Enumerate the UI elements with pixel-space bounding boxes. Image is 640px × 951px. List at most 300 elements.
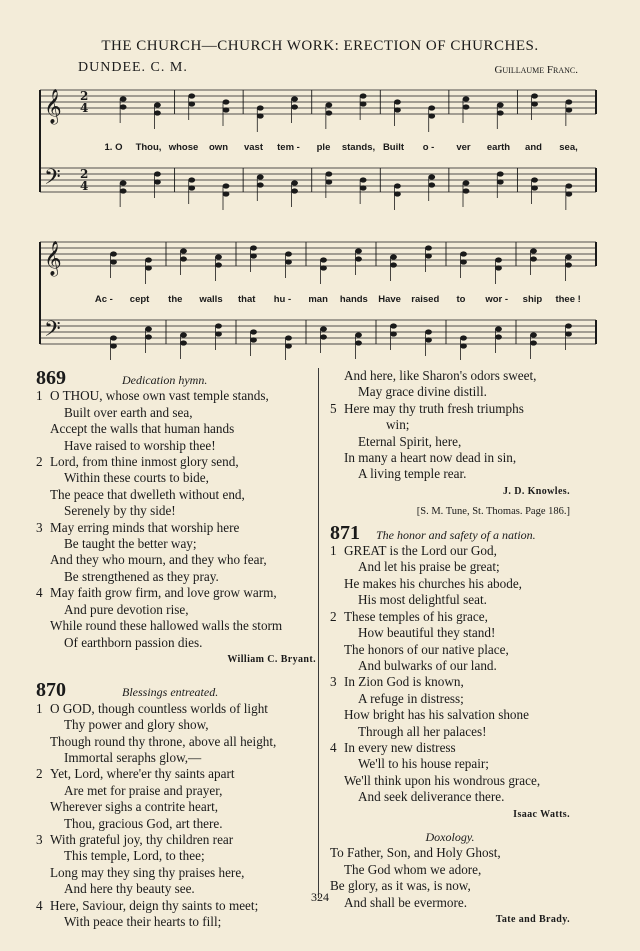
verse-text: win; (386, 417, 410, 433)
verse-line (36, 750, 316, 766)
note-head (355, 332, 362, 337)
verse-text: Be taught the better way; (64, 536, 197, 552)
lyric-syllable: ship (522, 294, 543, 305)
note-head (428, 105, 435, 110)
verse-line (330, 773, 570, 789)
verse-text: In every new distress (344, 739, 456, 755)
verse-text: Accept the walls that human hands (50, 421, 235, 437)
verse-text: And let his praise be great; (358, 559, 500, 575)
lyrics-system-1 (105, 142, 578, 153)
verse-line (330, 576, 570, 592)
note-head (531, 93, 538, 98)
verse-line (36, 701, 316, 717)
verse-number: 4 (36, 897, 43, 913)
note-head (360, 185, 367, 190)
hymn-author: William C. Bryant. (227, 653, 316, 665)
verse-line (36, 717, 316, 733)
note-head (154, 171, 161, 176)
note-head (285, 343, 292, 348)
verse-text: With grateful joy, thy children rear (50, 831, 234, 847)
verse-line (330, 592, 570, 608)
verse-line (36, 552, 316, 568)
note-head (428, 182, 435, 187)
verse-text: The honors of our native place, (344, 641, 509, 657)
note-head (565, 254, 572, 259)
lyric-syllable: that (238, 294, 256, 305)
verse-text: Built over earth and sea, (64, 404, 193, 420)
note-head (180, 340, 187, 345)
hymn-number: 869 (36, 367, 66, 389)
note-head (530, 340, 537, 345)
hymn-871-text (330, 543, 570, 806)
time-signature-digit: 4 (80, 101, 89, 115)
time-signature-digit: 2 (80, 89, 89, 103)
hymn-871-heading (330, 523, 570, 543)
verse-text: And here, like Sharon's odors sweet, (344, 368, 537, 383)
verse-text: May erring minds that worship here (50, 519, 240, 535)
verse-line (36, 914, 316, 930)
verse-number: 1 (36, 388, 43, 404)
verse-number: 2 (36, 766, 43, 782)
verse-number: 4 (330, 739, 337, 755)
verse-line (330, 642, 570, 658)
lyric-syllable: the (168, 294, 183, 305)
note-head (565, 99, 572, 104)
verse-line (36, 520, 316, 536)
note-head (320, 257, 327, 262)
note-head (291, 96, 298, 101)
hymn-author: J. D. Knowles. (503, 485, 570, 497)
hymn-subtitle: Dedication hymn. (122, 373, 208, 387)
note-head (145, 334, 152, 339)
tune-reference: [S. M. Tune, St. Thomas. Page 186.] (416, 506, 570, 518)
verse-text: In Zion God is known, (344, 674, 464, 690)
note-head (497, 102, 504, 107)
note-head (355, 248, 362, 253)
verse-text: How beautiful they stand! (358, 625, 496, 641)
verse-text: And they who mourn, and they who fear, (50, 552, 267, 568)
note-head (425, 245, 432, 250)
verse-line (330, 368, 570, 384)
lyric-syllable: 1. O (104, 142, 123, 153)
lyric-syllable: wor - (485, 294, 509, 305)
verse-text: Are met for praise and prayer, (64, 782, 223, 798)
lyric-syllable: Have (378, 294, 401, 305)
note-head (325, 171, 332, 176)
lyric-syllable: and (525, 142, 542, 153)
note-head (250, 329, 257, 334)
note-head (325, 179, 332, 184)
verse-line (36, 536, 316, 552)
hymn-author: Isaac Watts. (513, 808, 570, 820)
note-head (188, 185, 195, 190)
lyric-syllable: o - (422, 142, 435, 153)
verse-line (36, 848, 316, 864)
note-head (120, 180, 127, 185)
note-head (390, 262, 397, 267)
verse-number: 1 (330, 543, 337, 559)
note-head (291, 188, 298, 193)
note-head (145, 257, 152, 262)
verse-line (330, 740, 570, 756)
note-head (215, 254, 222, 259)
verse-text: How bright has his salvation shone (344, 707, 529, 723)
verse-line (330, 466, 570, 482)
bass-clef-icon: 𝄢 (44, 165, 61, 195)
verse-text: These temples of his grace, (344, 608, 488, 624)
verse-number: 3 (330, 674, 337, 690)
hymn-number: 870 (36, 679, 66, 702)
note-head (565, 183, 572, 188)
lyric-syllable: whose (168, 142, 199, 153)
verse-text: Have raised to worship thee! (64, 437, 216, 453)
verse-text: Thy power and glory show, (64, 717, 209, 733)
note-head (428, 174, 435, 179)
verse-line (36, 832, 316, 848)
verse-text: Serenely by thy side! (64, 503, 176, 519)
verse-text: With peace their hearts to fill; (64, 914, 222, 929)
note-head (360, 93, 367, 98)
note-head (110, 343, 117, 348)
verse-line (36, 783, 316, 799)
lyric-syllable: sea, (559, 142, 578, 153)
lyric-syllable: walls (199, 294, 223, 305)
time-signature-digit: 4 (80, 179, 89, 193)
verse-line (330, 691, 570, 707)
note-head (497, 171, 504, 176)
note-head (257, 113, 264, 118)
note-head (145, 265, 152, 270)
note-head (565, 107, 572, 112)
note-head (463, 188, 470, 193)
note-head (285, 335, 292, 340)
note-head (257, 182, 264, 187)
note-head (565, 262, 572, 267)
verse-text: Within these courts to bide, (64, 470, 209, 486)
verse-line (36, 816, 316, 832)
verse-text: O THOU, whose own vast temple stands, (50, 388, 269, 404)
hymn-subtitle: The honor and safety of a nation. (376, 527, 536, 542)
note-head (250, 253, 257, 258)
verse-text: Eternal Spirit, here, (358, 433, 462, 449)
note-head (180, 256, 187, 261)
doxology-author: Tate and Brady. (495, 914, 570, 925)
staff-lines (40, 90, 596, 344)
verse-line (36, 454, 316, 470)
clefs (44, 89, 88, 347)
note-head (188, 93, 195, 98)
note-head (215, 323, 222, 328)
note-head (428, 113, 435, 118)
verse-line (330, 674, 570, 690)
verse-line (330, 434, 570, 450)
verse-line (36, 569, 316, 585)
note-head (495, 265, 502, 270)
note-heads (110, 90, 596, 360)
lyric-syllable: hu - (273, 294, 292, 305)
verse-line (330, 450, 570, 466)
verse-line (330, 609, 570, 625)
verse-text: Of earthborn passion dies. (64, 634, 203, 650)
verse-line (36, 602, 316, 618)
lyric-syllable: tem - (277, 142, 300, 153)
note-head (463, 104, 470, 109)
doxology-line: The God whom we adore, (344, 861, 482, 877)
lyric-syllable: ver (456, 142, 471, 153)
note-head (497, 110, 504, 115)
verse-text: We'll think upon his wondrous grace, (344, 772, 541, 788)
verse-line (330, 658, 570, 674)
note-head (120, 188, 127, 193)
note-head (390, 323, 397, 328)
verse-line (36, 766, 316, 782)
treble-clef-icon: 𝄞 (44, 241, 62, 276)
verse-text: Yet, Lord, where'er thy saints apart (50, 766, 235, 782)
verse-text: Here, Saviour, deign thy saints to meet; (50, 897, 259, 913)
verse-line (330, 789, 570, 805)
verse-number: 1 (36, 700, 43, 716)
note-head (425, 329, 432, 334)
verse-text: A living temple rear. (358, 466, 467, 482)
lyric-syllable: thee ! (555, 294, 581, 305)
verse-line (36, 421, 316, 437)
note-head (460, 343, 467, 348)
column-divider (318, 368, 319, 898)
verse-line (36, 635, 316, 651)
verse-line (36, 487, 316, 503)
verse-text: And pure devotion rise, (64, 601, 189, 617)
note-head (394, 107, 401, 112)
note-head (390, 331, 397, 336)
verse-text: O GOD, though countless worlds of light (50, 700, 268, 716)
note-head (250, 337, 257, 342)
note-head (530, 248, 537, 253)
note-head (120, 104, 127, 109)
lyric-syllable: ple (316, 142, 331, 153)
verse-text: GREAT is the Lord our God, (344, 543, 497, 559)
note-head (110, 335, 117, 340)
verse-text: Thou, gracious God, art there. (64, 815, 223, 831)
lyric-syllable: Thou, (135, 142, 162, 153)
verse-text: Though round thy throne, above all height, (50, 733, 277, 749)
note-head (460, 259, 467, 264)
lyric-syllable: earth (486, 142, 511, 153)
note-head (531, 101, 538, 106)
note-head (394, 183, 401, 188)
note-head (390, 254, 397, 259)
verse-line (36, 438, 316, 454)
lyric-syllable: raised (411, 294, 440, 305)
verse-line (36, 405, 316, 421)
note-head (285, 259, 292, 264)
music-score (36, 80, 606, 360)
verse-line (36, 734, 316, 750)
note-head (531, 185, 538, 190)
verse-line (36, 799, 316, 815)
note-head (188, 101, 195, 106)
note-head (154, 179, 161, 184)
treble-clef-icon: 𝄞 (44, 89, 62, 124)
time-signature-digit: 2 (80, 167, 89, 181)
note-head (463, 96, 470, 101)
note-head (110, 251, 117, 256)
note-head (154, 102, 161, 107)
verse-number: 4 (36, 585, 43, 601)
note-head (257, 105, 264, 110)
verse-line (36, 865, 316, 881)
note-head (530, 256, 537, 261)
note-head (460, 335, 467, 340)
note-head (120, 96, 127, 101)
verse-line (36, 470, 316, 486)
verse-text: Lord, from thine inmost glory send, (50, 454, 239, 470)
note-head (495, 326, 502, 331)
left-column (36, 368, 316, 930)
note-head (145, 326, 152, 331)
note-head (360, 177, 367, 182)
note-head (325, 102, 332, 107)
note-head (320, 326, 327, 331)
verse-line (36, 503, 316, 519)
note-head (223, 107, 230, 112)
verse-line (330, 756, 570, 772)
verse-text: Immortal seraphs glow,— (64, 749, 202, 765)
note-head (320, 265, 327, 270)
lyric-syllable: own (209, 142, 228, 153)
verse-text: And bulwarks of our land. (358, 657, 497, 673)
note-head (250, 245, 257, 250)
verse-text: Here may thy truth fresh triumphs (344, 400, 524, 416)
verse-text: May grace divine distill. (358, 384, 487, 400)
hymn-869-text (36, 388, 316, 651)
lyric-syllable: cept (129, 294, 150, 305)
note-head (495, 257, 502, 262)
note-head (325, 110, 332, 115)
doxology-title: Doxology. (425, 829, 475, 844)
doxology-line: And shall be evermore. (344, 894, 468, 910)
verse-number: 3 (36, 519, 43, 535)
verse-text: He makes his churches his abode, (344, 575, 522, 591)
note-head (360, 101, 367, 106)
bass-clef-icon: 𝄢 (44, 317, 61, 347)
note-head (154, 110, 161, 115)
verse-text: Wherever sighs a contrite heart, (50, 799, 219, 815)
note-head (188, 177, 195, 182)
note-head (565, 191, 572, 196)
verse-line (330, 707, 570, 723)
verse-text: His most delightful seat. (358, 592, 487, 608)
hymn-869-heading (36, 368, 316, 388)
verse-line (330, 384, 570, 400)
verse-line (36, 388, 316, 404)
composer-credit: Guillaume Franc. (494, 64, 578, 76)
note-head (394, 191, 401, 196)
right-column (330, 368, 570, 928)
lyric-syllable: stands, (341, 142, 376, 153)
doxology-line: Be glory, as it was, is now, (330, 878, 471, 894)
note-head (180, 248, 187, 253)
verse-number: 2 (36, 454, 43, 470)
hymn-number: 871 (330, 521, 360, 544)
note-head (223, 183, 230, 188)
verse-text: This temple, Lord, to thee; (64, 848, 205, 864)
verse-text: While round these hallowed walls the storm (50, 618, 283, 634)
note-head (425, 253, 432, 258)
verse-line (36, 585, 316, 601)
note-head (320, 334, 327, 339)
verse-text: Through all her palaces! (358, 723, 487, 739)
note-head (497, 179, 504, 184)
hymn-870-continued (330, 368, 570, 483)
note-head (355, 256, 362, 261)
lyric-syllable: Built (382, 142, 405, 153)
verse-number: 3 (36, 831, 43, 847)
lyrics-system-2 (95, 294, 581, 305)
verse-line (330, 401, 570, 417)
note-head (257, 174, 264, 179)
tune-name: DUNDEE. C. M. (78, 60, 188, 75)
verse-line (330, 417, 570, 433)
verse-number: 2 (330, 608, 337, 624)
lyric-syllable: man (308, 294, 328, 305)
lyric-syllable: to (456, 294, 466, 305)
note-head (215, 262, 222, 267)
lyric-syllable: vast (243, 142, 264, 153)
note-head (460, 251, 467, 256)
section-title: THE CHURCH—CHURCH WORK: ERECTION OF CHURCHES. (101, 38, 539, 54)
verse-line (36, 618, 316, 634)
note-head (223, 191, 230, 196)
note-head (495, 334, 502, 339)
lyric-syllable: Ac - (94, 294, 113, 305)
verse-line (330, 559, 570, 575)
verse-text: A refuge in distress; (358, 690, 464, 706)
verse-text: Long may they sing thy praises here, (50, 864, 245, 880)
verse-text: We'll to his house repair; (358, 756, 489, 772)
doxology-line: To Father, Son, and Holy Ghost, (330, 845, 501, 861)
note-head (531, 177, 538, 182)
note-head (110, 259, 117, 264)
verse-text: The peace that dwelleth without end, (50, 486, 245, 502)
page-number: 324 (311, 890, 329, 904)
verse-line (330, 724, 570, 740)
verse-text: In many a heart now dead in sin, (344, 450, 517, 466)
note-head (394, 99, 401, 104)
note-head (180, 332, 187, 337)
note-head (291, 104, 298, 109)
verse-line (330, 625, 570, 641)
note-head (565, 331, 572, 336)
note-head (463, 180, 470, 185)
note-head (285, 251, 292, 256)
note-head (530, 332, 537, 337)
verse-number: 5 (330, 400, 337, 416)
verse-text: May faith grow firm, and love grow warm, (50, 585, 277, 601)
hymn-870-heading (36, 680, 316, 700)
hymn-subtitle: Blessings entreated. (122, 685, 219, 700)
note-head (291, 180, 298, 185)
verse-text: And seek deliverance there. (358, 789, 505, 805)
verse-text: And here thy beauty see. (64, 881, 195, 897)
note-head (223, 99, 230, 104)
note-head (215, 331, 222, 336)
note-head (355, 340, 362, 345)
verse-text: Be strengthened as they pray. (64, 568, 219, 584)
note-head (425, 337, 432, 342)
lyric-syllable: hands (339, 294, 368, 305)
verse-line (330, 543, 570, 559)
note-head (565, 323, 572, 328)
